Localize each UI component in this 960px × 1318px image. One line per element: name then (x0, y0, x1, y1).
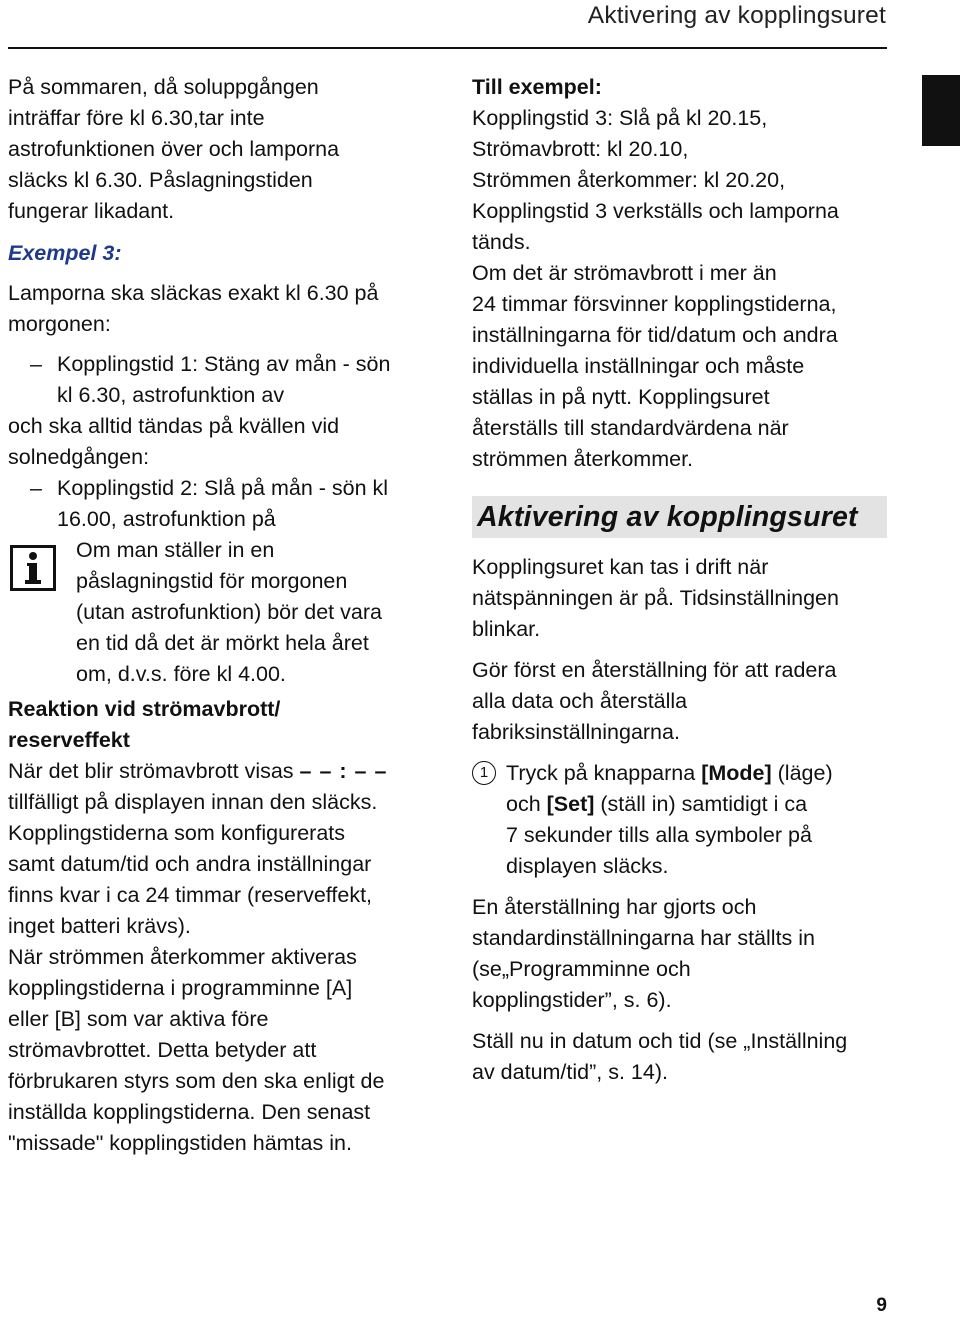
page-number: 9 (876, 1295, 887, 1316)
text-line: individuella inställningar och måste (472, 354, 805, 378)
text-line: samt datum/tid och andra inställningar (8, 852, 372, 876)
text-line (506, 758, 912, 789)
text-line: solnedgången: (8, 445, 150, 469)
text-fragment: Tryck på knapparna (506, 761, 702, 785)
text-line: strömmen återkommer. (472, 447, 694, 471)
till-exempel-heading: Till exempel: (472, 75, 602, 99)
text-line: kopplingstider”, s. 6). (472, 988, 672, 1012)
text-line: En återställning har gjorts och (472, 895, 757, 919)
text-line: (utan astrofunktion) bör det vara (76, 600, 382, 624)
para-set-date (472, 1026, 912, 1088)
text-line: När strömmen återkommer aktiveras (8, 945, 357, 969)
info-note (8, 535, 428, 690)
text-line: 7 sekunder tills alla symboler på (506, 823, 812, 847)
text-line: släcks kl 6.30. Påslagningstiden (8, 168, 313, 192)
text-line: standardinställningarna har ställts in (472, 926, 816, 950)
summer-paragraph (8, 72, 428, 227)
text-line: tillfälligt på displayen innan den släcks. (8, 790, 378, 814)
mode-key-label: [Mode] (701, 761, 772, 785)
heading-line: Reaktion vid strömavbrott/ (8, 697, 281, 721)
info-icon (10, 545, 56, 591)
reaction-heading (8, 694, 428, 756)
para-reset-intro (472, 655, 912, 748)
example-3-heading: Exempel 3: (8, 241, 122, 265)
display-code: – – : – – (299, 759, 388, 783)
dash-bullet: – (30, 476, 42, 500)
text-line: Kopplingstiderna som konfigurerats (8, 821, 346, 845)
mid-paragraph (8, 411, 428, 473)
text-line: ställas in på nytt. Kopplingsuret (472, 385, 770, 409)
text-line: tänds. (472, 230, 531, 254)
text-line: inställda kopplingstiderna. Den senast (8, 1100, 371, 1124)
para-reset-done (472, 892, 912, 1016)
example-paragraph (472, 103, 912, 475)
text-line: återställs till standardvärdena när (472, 416, 789, 440)
text-line: blinkar. (472, 617, 541, 641)
step-1 (472, 758, 912, 882)
text-line: Om det är strömavbrott i mer än (472, 261, 777, 285)
text-line: Strömavbrott: kl 20.10, (472, 137, 689, 161)
section-heading: Aktivering av kopplingsuret (472, 496, 887, 538)
text-line: Kopplingstid 3 verkställs och lamporna (472, 199, 839, 223)
reaction-paragraph (8, 756, 428, 1159)
text-line: inträffar före kl 6.30,tar inte (8, 106, 265, 130)
text-line: displayen släcks. (506, 854, 669, 878)
text-line: fabriksinställningarna. (472, 720, 680, 744)
right-column (472, 72, 912, 1088)
thumb-index-tab (922, 75, 960, 146)
list-item-kopplingstid-2 (8, 473, 428, 535)
text-fragment: (läge) (771, 761, 833, 785)
text-line: inställningarna för tid/datum och andra (472, 323, 838, 347)
text-line: "missade" kopplingstiden hämtas in. (8, 1131, 352, 1155)
text-line: Ställ nu in datum och tid (se „Inställning (472, 1029, 848, 1053)
left-column (8, 72, 428, 1159)
example-intro (8, 278, 428, 340)
set-key-label: [Set] (546, 792, 595, 816)
text-line: av datum/tid”, s. 14). (472, 1060, 668, 1084)
dash-bullet: – (30, 352, 42, 376)
text-line: strömavbrottet. Detta betyder att (8, 1038, 317, 1062)
text-fragment: och (506, 792, 547, 816)
text-line: 24 timmar försvinner kopplingstiderna, (472, 292, 837, 316)
text-line: Kopplingstid 2: Slå på mån - sön kl (57, 476, 389, 500)
text-line: alla data och återställa (472, 689, 688, 713)
text-line: morgonen: (8, 312, 111, 336)
text-line: Kopplingstid 3: Slå på kl 20.15, (472, 106, 768, 130)
text-line: nätspänningen är på. Tidsinställningen (472, 586, 839, 610)
text-line (8, 756, 428, 787)
heading-line: reserveffekt (8, 728, 130, 752)
text-line: om, d.v.s. före kl 4.00. (76, 662, 286, 686)
text-line: 16.00, astrofunktion på (57, 507, 276, 531)
text-line: eller [B] som var aktiva före (8, 1007, 269, 1031)
text-line: På sommaren, då soluppgången (8, 75, 319, 99)
text-fragment: (ställ in) samtidigt i ca (594, 792, 808, 816)
text-line: påslagningstid för morgonen (76, 569, 348, 593)
text-line: en tid då det är mörkt hela året (76, 631, 369, 655)
text-line: kl 6.30, astrofunktion av (57, 383, 285, 407)
text-line: inget batteri krävs). (8, 914, 191, 938)
text-line (506, 789, 912, 820)
text-line: Kopplingstid 1: Stäng av mån - sön (57, 352, 391, 376)
text-line: Om man ställer in en (76, 538, 275, 562)
text-line: fungerar likadant. (8, 199, 175, 223)
text-line: (se„Programminne och (472, 957, 691, 981)
header-rule (8, 47, 887, 49)
text-line: Lamporna ska släckas exakt kl 6.30 på (8, 281, 379, 305)
para-drift (472, 552, 912, 645)
text-line: kopplingstiderna i programminne [A] (8, 976, 353, 1000)
text-line: Gör först en återställning för att radera (472, 658, 837, 682)
text-line: Strömmen återkommer: kl 20.20, (472, 168, 786, 192)
page-header-title: Aktivering av kopplingsuret (587, 2, 886, 29)
text-line: förbrukaren styrs som den ska enligt de (8, 1069, 385, 1093)
text-line: astrofunktionen över och lamporna (8, 137, 340, 161)
list-item-kopplingstid-1 (8, 349, 428, 411)
step-number-badge: 1 (472, 761, 496, 785)
text-fragment: När det blir strömavbrott visas (8, 759, 294, 783)
text-line: och ska alltid tändas på kvällen vid (8, 414, 340, 438)
text-line: finns kvar i ca 24 timmar (reserveffekt, (8, 883, 373, 907)
text-line: Kopplingsuret kan tas i drift när (472, 555, 769, 579)
